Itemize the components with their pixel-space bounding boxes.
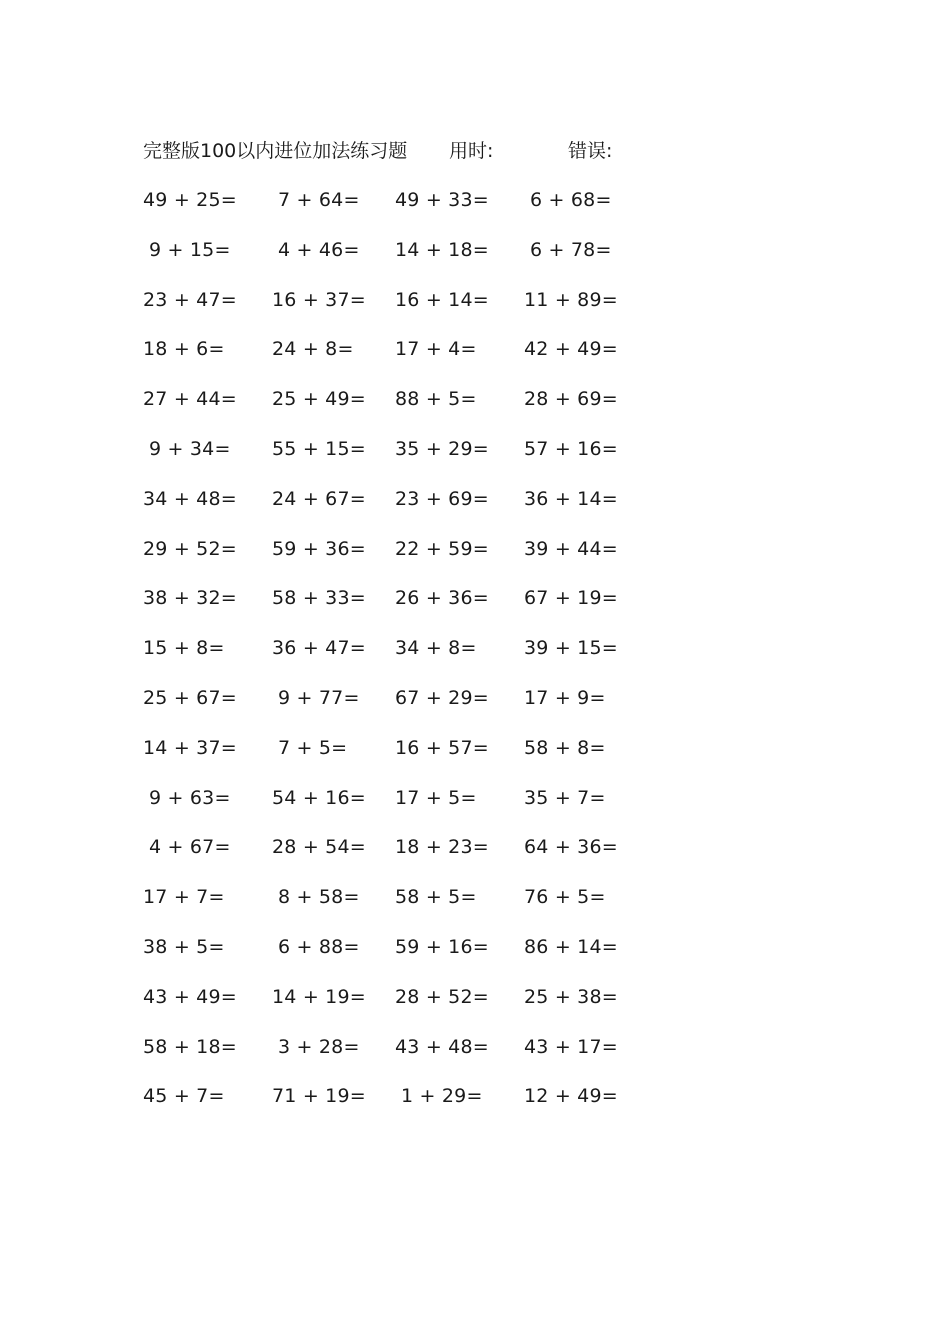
math-problem: 39 + 15= xyxy=(524,637,618,659)
math-problem: 25 + 38= xyxy=(524,986,618,1008)
math-problem: 18 + 6= xyxy=(143,338,225,360)
math-problem: 9 + 34= xyxy=(149,438,231,460)
math-problem: 42 + 49= xyxy=(524,338,618,360)
math-problem: 59 + 16= xyxy=(395,936,489,958)
math-problem: 43 + 17= xyxy=(524,1036,618,1058)
math-problem: 24 + 67= xyxy=(272,488,366,510)
math-problem: 18 + 23= xyxy=(395,836,489,858)
math-problem: 6 + 68= xyxy=(530,189,612,211)
math-problem: 58 + 8= xyxy=(524,737,606,759)
math-problem: 58 + 33= xyxy=(272,587,366,609)
math-problem: 6 + 88= xyxy=(278,936,360,958)
math-problem: 9 + 63= xyxy=(149,787,231,809)
math-problem: 67 + 29= xyxy=(395,687,489,709)
math-problem: 16 + 14= xyxy=(395,289,489,311)
math-problem: 55 + 15= xyxy=(272,438,366,460)
math-problem: 14 + 18= xyxy=(395,239,489,261)
math-problem: 67 + 19= xyxy=(524,587,618,609)
math-problem: 36 + 14= xyxy=(524,488,618,510)
math-problem: 29 + 52= xyxy=(143,538,237,560)
math-problem: 88 + 5= xyxy=(395,388,477,410)
math-problem: 16 + 57= xyxy=(395,737,489,759)
math-problem: 16 + 37= xyxy=(272,289,366,311)
math-problem: 43 + 48= xyxy=(395,1036,489,1058)
math-problem: 26 + 36= xyxy=(395,587,489,609)
math-problem: 34 + 8= xyxy=(395,637,477,659)
math-problem: 38 + 32= xyxy=(143,587,237,609)
math-problem: 7 + 64= xyxy=(278,189,360,211)
math-problem: 8 + 58= xyxy=(278,886,360,908)
math-problem: 71 + 19= xyxy=(272,1085,366,1107)
math-problem: 14 + 37= xyxy=(143,737,237,759)
math-problem: 25 + 49= xyxy=(272,388,366,410)
math-problem: 28 + 54= xyxy=(272,836,366,858)
math-problem: 86 + 14= xyxy=(524,936,618,958)
math-problem: 4 + 46= xyxy=(278,239,360,261)
math-problem: 54 + 16= xyxy=(272,787,366,809)
math-problem: 23 + 69= xyxy=(395,488,489,510)
math-problem: 49 + 33= xyxy=(395,189,489,211)
math-problem: 9 + 15= xyxy=(149,239,231,261)
math-problem: 58 + 5= xyxy=(395,886,477,908)
math-problem: 49 + 25= xyxy=(143,189,237,211)
math-problem: 43 + 49= xyxy=(143,986,237,1008)
math-problem: 9 + 77= xyxy=(278,687,360,709)
math-problem: 17 + 5= xyxy=(395,787,477,809)
math-problem: 45 + 7= xyxy=(143,1085,225,1107)
math-problem: 64 + 36= xyxy=(524,836,618,858)
errors-label: 错误: xyxy=(568,140,613,162)
math-problem: 24 + 8= xyxy=(272,338,354,360)
math-problem: 17 + 7= xyxy=(143,886,225,908)
math-problem: 38 + 5= xyxy=(143,936,225,958)
math-problem: 14 + 19= xyxy=(272,986,366,1008)
math-problem: 4 + 67= xyxy=(149,836,231,858)
math-problem: 39 + 44= xyxy=(524,538,618,560)
math-problem: 36 + 47= xyxy=(272,637,366,659)
math-problem: 35 + 7= xyxy=(524,787,606,809)
math-problem: 76 + 5= xyxy=(524,886,606,908)
math-problem: 3 + 28= xyxy=(278,1036,360,1058)
math-problem: 28 + 69= xyxy=(524,388,618,410)
math-problem: 17 + 9= xyxy=(524,687,606,709)
math-problem: 6 + 78= xyxy=(530,239,612,261)
math-problem: 7 + 5= xyxy=(278,737,348,759)
math-problem: 27 + 44= xyxy=(143,388,237,410)
math-problem: 35 + 29= xyxy=(395,438,489,460)
math-problem: 11 + 89= xyxy=(524,289,618,311)
math-problem: 58 + 18= xyxy=(143,1036,237,1058)
math-problem: 17 + 4= xyxy=(395,338,477,360)
math-problem: 1 + 29= xyxy=(401,1085,483,1107)
math-problem: 57 + 16= xyxy=(524,438,618,460)
math-problem: 12 + 49= xyxy=(524,1085,618,1107)
math-problem: 25 + 67= xyxy=(143,687,237,709)
time-used-label: 用时: xyxy=(449,140,494,162)
math-problem: 15 + 8= xyxy=(143,637,225,659)
worksheet-title: 完整版100以内进位加法练习题 xyxy=(143,140,408,162)
math-problem: 22 + 59= xyxy=(395,538,489,560)
math-problem: 28 + 52= xyxy=(395,986,489,1008)
math-problem: 34 + 48= xyxy=(143,488,237,510)
math-problem: 59 + 36= xyxy=(272,538,366,560)
math-problem: 23 + 47= xyxy=(143,289,237,311)
